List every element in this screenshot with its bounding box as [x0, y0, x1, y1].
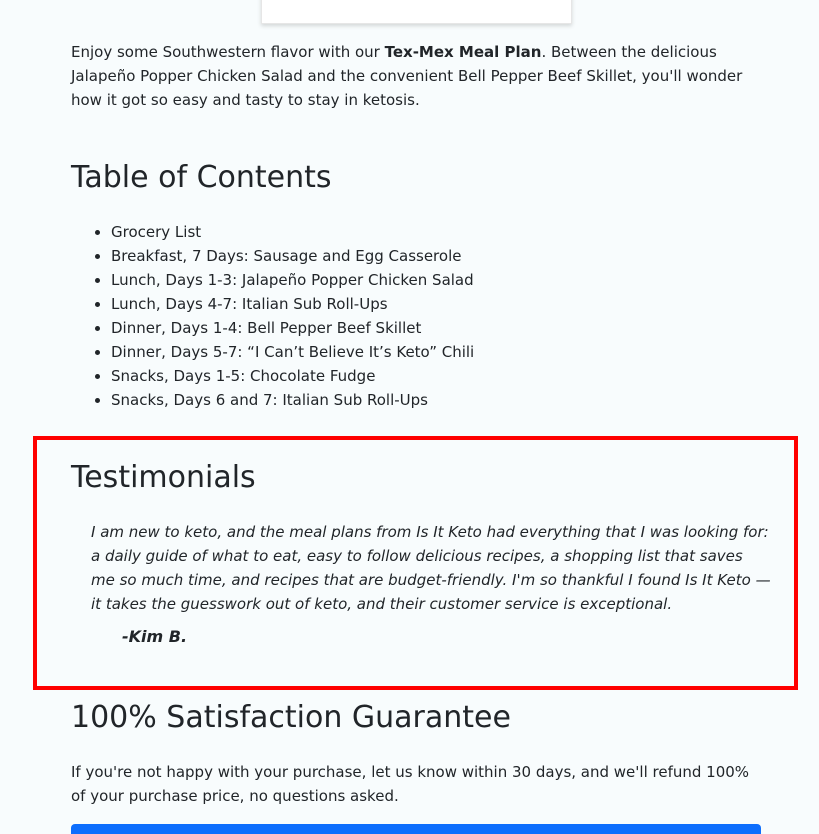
- guarantee-text: If you're not happy with your purchase, let us know within 30 days, and we'll refund 100% of your purchase price, no questions asked.: [71, 763, 750, 805]
- toc-item[interactable]: • Breakfast, 7 Days: Sausage and Egg Casserole: [111, 244, 474, 268]
- toc-item[interactable]: • Lunch, Days 1-3: Jalapeño Popper Chicken Salad: [111, 268, 474, 292]
- intro-text-after: . Between the delicious Jalapeño Popper Chicken Salad and the convenient Bell Pepper Beef Skillet, you'll wonder how it got so easy and tasty to stay in ketosis.: [71, 43, 743, 109]
- testimonial-quote: I am new to keto, and the meal plans from Is It Keto had everything that I was looking for: a daily guide of what to eat, easy to follow delicious recipes, a shopping list that saves me so much time, and recipes that are budget-friendly. I'm so thankful I found Is It Keto — it takes the guesswork out of keto, and their customer service is exceptional.: [91, 523, 771, 613]
- toc-list: [71, 220, 474, 412]
- plan-name: Tex-Mex Meal Plan: [384, 43, 542, 61]
- guarantee-title: 100% Satisfaction Guarantee: [71, 700, 511, 735]
- toc-item[interactable]: • Dinner, Days 1-4: Bell Pepper Beef Skillet: [111, 316, 474, 340]
- toc-item[interactable]: • Lunch, Days 4-7: Italian Sub Roll-Ups: [111, 292, 474, 316]
- intro-paragraph: [71, 40, 761, 112]
- testimonials-title: Testimonials: [71, 460, 256, 495]
- toc-item[interactable]: • Snacks, Days 6 and 7: Italian Sub Roll-Ups: [111, 388, 474, 412]
- intro-text-before: Enjoy some Southwestern flavor with our: [71, 43, 385, 61]
- testimonial-author: -Kim B.: [122, 627, 188, 646]
- toc-item[interactable]: • Snacks, Days 1-5: Chocolate Fudge: [111, 364, 474, 388]
- meal-plan-image: [261, 0, 572, 24]
- toc-title: Table of Contents: [71, 160, 332, 195]
- toc-item[interactable]: • Grocery List: [111, 220, 474, 244]
- toc-item[interactable]: • Dinner, Days 5-7: “I Can’t Believe It’s Keto” Chili: [111, 340, 474, 364]
- cta-button[interactable]: [71, 824, 761, 834]
